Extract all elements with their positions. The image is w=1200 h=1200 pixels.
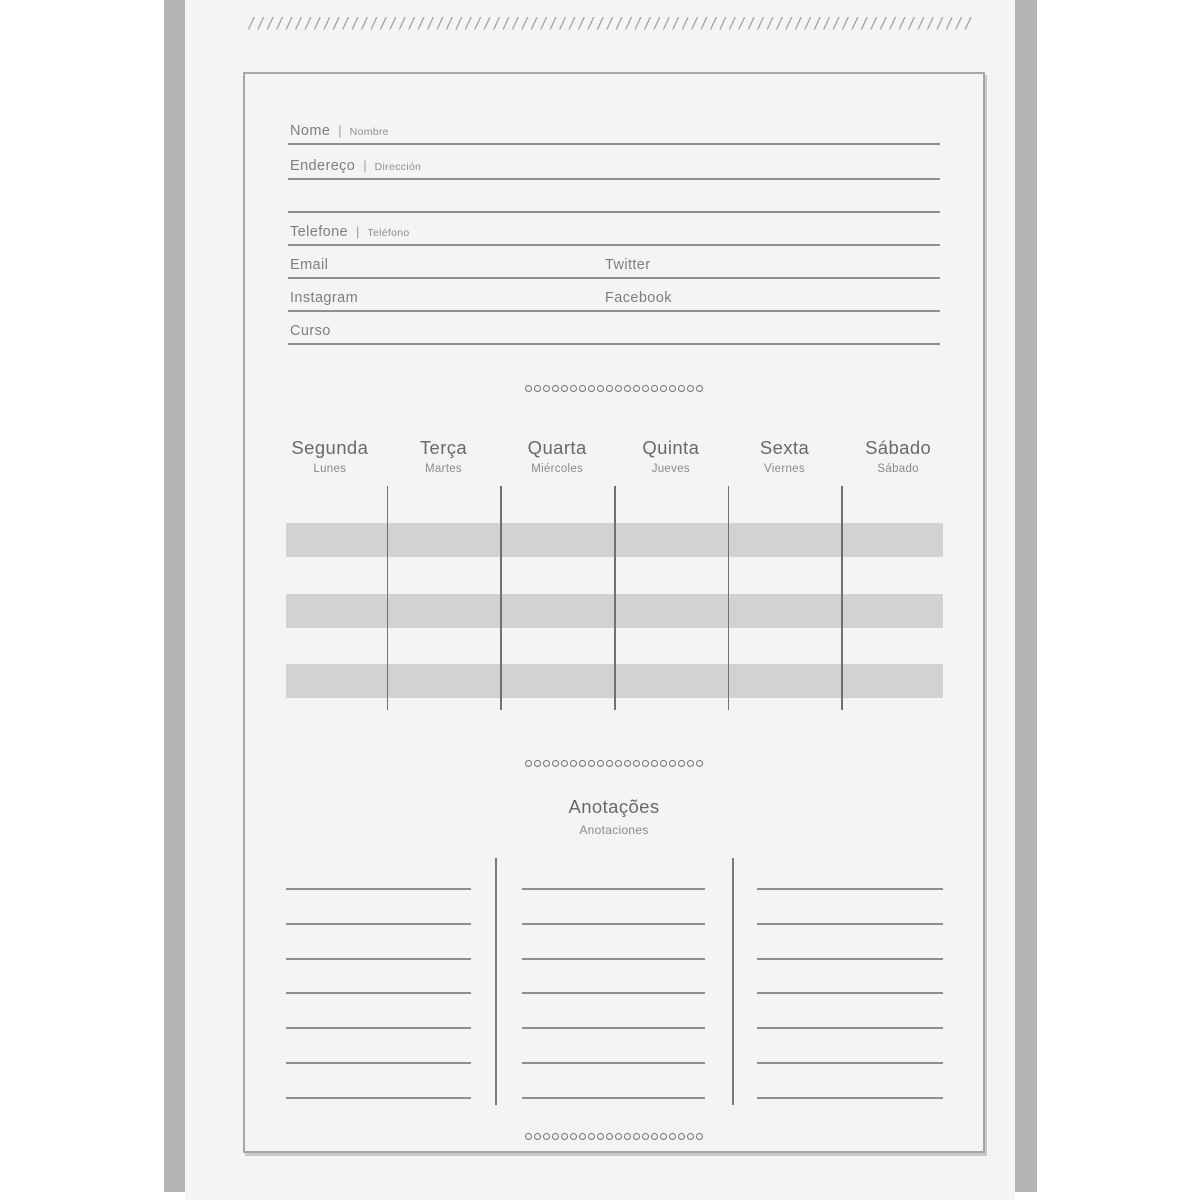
planner-page bbox=[185, 0, 1015, 1200]
note-line bbox=[286, 888, 471, 890]
note-line bbox=[286, 1027, 471, 1029]
field-label: Telefone bbox=[290, 224, 349, 240]
field-label: Instagram bbox=[290, 290, 359, 306]
content-frame bbox=[243, 72, 985, 1153]
note-line bbox=[286, 1097, 471, 1099]
day-name: Quarta bbox=[527, 437, 587, 458]
note-line bbox=[522, 1097, 705, 1099]
grid-vline bbox=[728, 486, 730, 710]
field-sublabel: Dirección bbox=[374, 161, 422, 173]
day-subname: Miércoles bbox=[531, 463, 584, 475]
note-line bbox=[522, 888, 705, 890]
day-name: Sábado bbox=[865, 437, 932, 458]
day-subname: Viernes bbox=[764, 463, 805, 475]
grid-vline bbox=[500, 486, 502, 710]
note-line bbox=[522, 958, 705, 960]
day-name: Sexta bbox=[759, 437, 810, 458]
notes-column bbox=[757, 74, 943, 1151]
binding-bar-right bbox=[1015, 0, 1037, 1192]
note-line bbox=[522, 1027, 705, 1029]
note-line bbox=[286, 992, 471, 994]
day-name: Terça bbox=[419, 437, 468, 458]
notes-divider bbox=[732, 858, 734, 1105]
note-line bbox=[757, 992, 943, 994]
day-name: Quinta bbox=[642, 437, 700, 458]
note-line bbox=[286, 1062, 471, 1064]
notes-subtitle: Anotaciones bbox=[579, 823, 649, 837]
slash-pattern: ///////////////////////////////////////////////////////////////////////////// bbox=[247, 14, 974, 32]
binding-bar-left bbox=[164, 0, 185, 1192]
note-line bbox=[757, 958, 943, 960]
note-line bbox=[757, 1062, 943, 1064]
day-subname: Martes bbox=[425, 463, 462, 475]
note-line bbox=[522, 1062, 705, 1064]
label-separator: | bbox=[356, 224, 360, 239]
note-line bbox=[757, 1097, 943, 1099]
note-line bbox=[522, 992, 705, 994]
field-label: Curso bbox=[290, 323, 331, 339]
label-separator: | bbox=[363, 158, 367, 173]
day-subname: Sábado bbox=[877, 463, 919, 475]
day-subname: Jueves bbox=[651, 463, 690, 475]
note-line bbox=[757, 923, 943, 925]
field-sublabel: Nombre bbox=[349, 126, 389, 138]
field-label: Endereço bbox=[290, 158, 356, 174]
note-line bbox=[757, 1027, 943, 1029]
note-line bbox=[757, 888, 943, 890]
notes-column bbox=[286, 74, 471, 1151]
note-line bbox=[286, 958, 471, 960]
label-separator: | bbox=[338, 123, 342, 138]
field-sublabel: Teléfono bbox=[367, 227, 410, 239]
note-line bbox=[286, 923, 471, 925]
notes-divider bbox=[495, 858, 497, 1105]
notes-title: Anotações bbox=[568, 796, 660, 817]
day-name: Segunda bbox=[291, 437, 369, 458]
field-label: Email bbox=[290, 257, 329, 273]
day-subname: Lunes bbox=[313, 463, 347, 475]
field-label: Facebook bbox=[605, 290, 672, 306]
notes-column bbox=[522, 74, 705, 1151]
field-label: Nome bbox=[290, 123, 331, 139]
note-line bbox=[522, 923, 705, 925]
field-label: Twitter bbox=[605, 257, 651, 273]
